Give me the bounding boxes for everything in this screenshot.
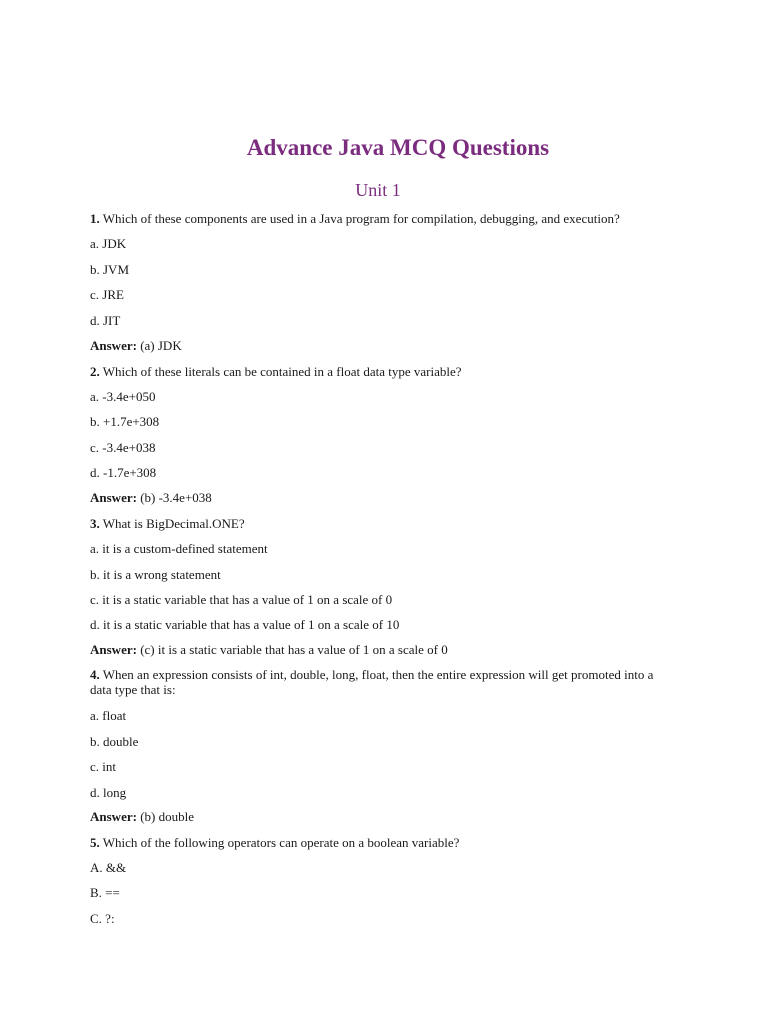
answer-text: (a) JDK <box>136 338 182 353</box>
option-3b: b. it is a wrong statement <box>90 567 221 582</box>
question-number: 1. <box>90 211 100 226</box>
answer-text: (c) it is a static variable that has a value of 1 on a scale of 0 <box>136 642 448 657</box>
answer-1 <box>90 338 670 353</box>
option-2b: b. +1.7e+308 <box>90 414 160 429</box>
option-3d: d. it is a static variable that has a value of 1 on a scale of 10 <box>90 617 400 632</box>
answer-label: Answer: <box>90 809 137 824</box>
question-5 <box>90 835 670 850</box>
question-text: What is BigDecimal.ONE? <box>99 516 245 531</box>
option-2d: d. -1.7e+308 <box>90 465 157 480</box>
option-1c: c. JRE <box>90 287 124 302</box>
option-1a: a. JDK <box>90 236 127 251</box>
option-4a: a. float <box>90 708 127 723</box>
question-1 <box>90 211 670 226</box>
answer-text: (b) double <box>136 809 194 824</box>
answer-4 <box>90 809 670 824</box>
question-text: Which of these literals can be contained in a float data type variable? <box>99 364 462 379</box>
answer-text: (b) -3.4e+038 <box>136 490 212 505</box>
answer-label: Answer: <box>90 338 137 353</box>
question-number: 5. <box>90 835 100 850</box>
option-5b: B. == <box>90 885 120 900</box>
question-text: When an expression consists of int, double, long, float, then the entire expression will get promoted into a data type that is: <box>90 667 654 697</box>
option-3a: a. it is a custom-defined statement <box>90 541 268 556</box>
option-4c: c. int <box>90 759 116 774</box>
question-number: 2. <box>90 364 100 379</box>
option-5a: A. && <box>90 860 127 875</box>
option-1b: b. JVM <box>90 262 130 277</box>
question-text: Which of these components are used in a Java program for compilation, debugging, and execution? <box>99 211 620 226</box>
answer-2 <box>90 490 670 505</box>
option-5c: C. ?: <box>90 911 115 926</box>
question-text: Which of the following operators can operate on a boolean variable? <box>99 835 460 850</box>
answer-label: Answer: <box>90 642 137 657</box>
question-3 <box>90 516 670 531</box>
question-2 <box>90 364 670 379</box>
option-3c: c. it is a static variable that has a value of 1 on a scale of 0 <box>90 592 393 607</box>
unit-heading: Unit 1 <box>355 180 401 200</box>
question-number: 4. <box>90 667 100 682</box>
answer-3 <box>90 642 670 657</box>
option-2a: a. -3.4e+050 <box>90 389 156 404</box>
option-2c: c. -3.4e+038 <box>90 440 156 455</box>
question-4 <box>90 667 670 697</box>
document-title: Advance Java MCQ Questions <box>246 135 550 160</box>
option-1d: d. JIT <box>90 313 121 328</box>
option-4d: d. long <box>90 785 127 800</box>
option-4b: b. double <box>90 734 139 749</box>
answer-label: Answer: <box>90 490 137 505</box>
question-number: 3. <box>90 516 100 531</box>
